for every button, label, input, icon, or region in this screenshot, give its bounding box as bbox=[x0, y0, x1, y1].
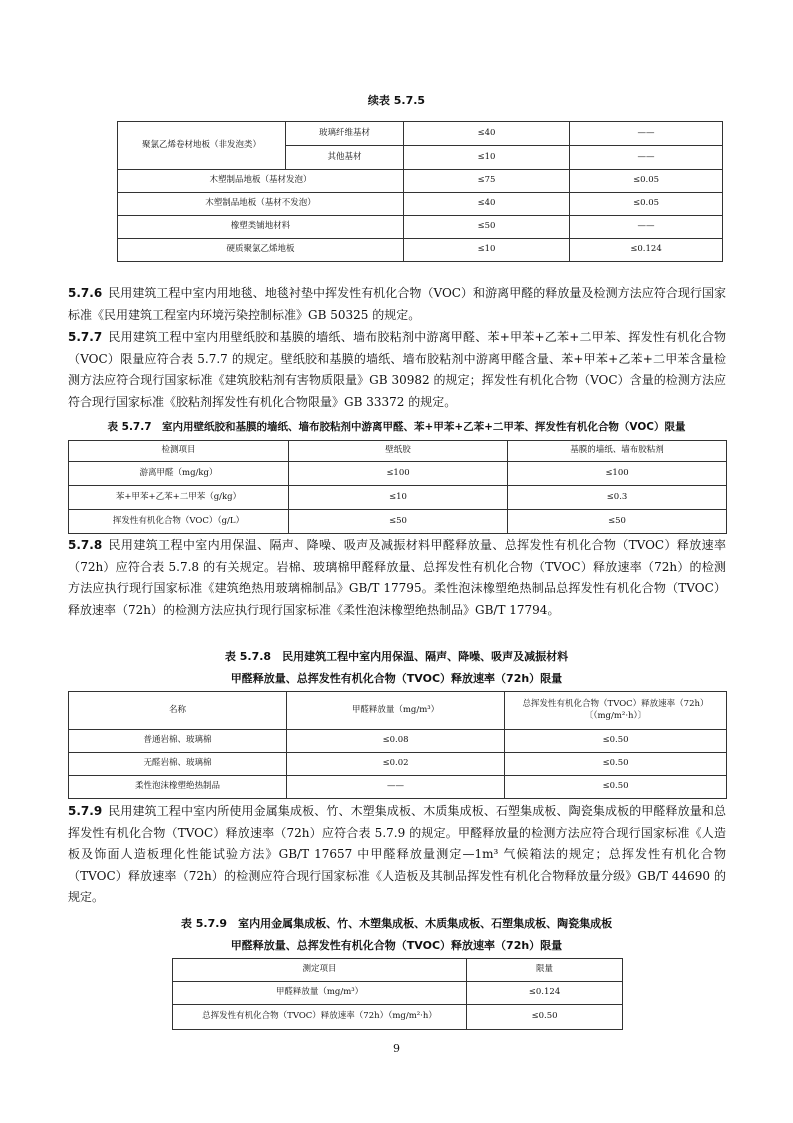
table-cell: 普通岩棉、玻璃棉 bbox=[69, 730, 287, 753]
table-cell: 挥发性有机化合物（VOC）（g/L） bbox=[69, 510, 289, 534]
table-cell: 游离甲醛（mg/kg） bbox=[69, 462, 289, 486]
table-header-cell: 基膜的墙纸、墙布胶粘剂 bbox=[508, 441, 727, 462]
table-cell: 总挥发性有机化合物（TVOC）释放速率（72h）（mg/m²·h） bbox=[173, 1005, 467, 1030]
table-row bbox=[118, 170, 723, 193]
clause-text: 民用建筑工程中室内用壁纸胶和基膜的墙纸、墙布胶粘剂中游离甲醛、苯+甲苯+乙苯+二甲苯、挥发性有机化合物（VOC）限量应符合表 5.7.7 的规定。壁纸胶和基膜的墙纸、墙布胶粘剂中游离甲醛含量、苯+甲苯+乙苯+二甲苯含量检测方法应符合现行国家标准《建筑胶粘剂有害物质限量》GB 30982 的规定；挥发性有机化合物（VOC）含量的检测方法应符合现行国家标准《胶粘剂挥发性有机化合物限量》GB 33372 的规定。 bbox=[68, 330, 726, 409]
clause-number: 5.7.8 bbox=[68, 538, 103, 552]
table-cell: ≤0.08 bbox=[287, 730, 505, 753]
clause-text: 民用建筑工程中室内用地毯、地毯衬垫中挥发性有机化合物（VOC）和游离甲醛的释放量及检测方法应符合现行国家标准《民用建筑工程室内环境污染控制标准》GB 50325 的规定。 bbox=[68, 286, 726, 322]
table-cell: ≤0.05 bbox=[570, 193, 723, 216]
table-header-row bbox=[69, 692, 727, 730]
table-cell: ≤0.50 bbox=[505, 776, 727, 799]
table-5-7-9-caption-line1: 表 5.7.9 室内用金属集成板、竹、木塑集成板、木质集成板、石塑集成板、陶瓷集成板 bbox=[180, 917, 613, 930]
table-header-cell: 甲醛释放量（mg/m³） bbox=[287, 692, 505, 730]
table-header-cell: 总挥发性有机化合物（TVOC）释放速率（72h）〔（mg/m²·h）〕 bbox=[505, 692, 727, 730]
table-cell: ≤0.124 bbox=[467, 982, 623, 1005]
table-row bbox=[118, 239, 723, 262]
table-cell: ≤0.50 bbox=[505, 753, 727, 776]
page-number: 9 bbox=[393, 1042, 400, 1055]
table-cell: 木塑制品地板（基材发泡） bbox=[118, 170, 404, 193]
table-cell: 硬质聚氯乙烯地板 bbox=[118, 239, 404, 262]
table-cell: ≤100 bbox=[289, 462, 508, 486]
table-cell: —— bbox=[570, 216, 723, 239]
clause-5-7-7 bbox=[68, 327, 726, 413]
clause-number: 5.7.6 bbox=[68, 286, 103, 300]
table-5-7-9 bbox=[172, 958, 623, 1030]
table-5-7-8 bbox=[68, 691, 727, 799]
table-cell: 玻璃纤维基材 bbox=[286, 122, 404, 146]
clause-5-7-6 bbox=[68, 283, 726, 326]
table-cell: 聚氯乙烯卷材地板（非发泡类） bbox=[118, 122, 286, 170]
table-cell: 苯+甲苯+乙苯+二甲苯（g/kg） bbox=[69, 486, 289, 510]
table-cell: ≤0.3 bbox=[508, 486, 727, 510]
table-header-cell: 测定项目 bbox=[173, 959, 467, 982]
table-cell: —— bbox=[570, 122, 723, 146]
table-header-cell: 壁纸胶 bbox=[289, 441, 508, 462]
table-cell: ≤40 bbox=[404, 122, 570, 146]
table-cell: 木塑制品地板（基材不发泡） bbox=[118, 193, 404, 216]
table-cell: 橡塑类铺地材料 bbox=[118, 216, 404, 239]
clause-number: 5.7.7 bbox=[68, 330, 103, 344]
table-header-cell: 名称 bbox=[69, 692, 287, 730]
table-5-7-5 bbox=[117, 121, 723, 262]
table-cell: 其他基材 bbox=[286, 146, 404, 170]
clause-number: 5.7.9 bbox=[68, 804, 103, 818]
table-cell: 柔性泡沫橡塑绝热制品 bbox=[69, 776, 287, 799]
table-cell: 无醛岩棉、玻璃棉 bbox=[69, 753, 287, 776]
table-row bbox=[69, 462, 727, 486]
clause-5-7-8 bbox=[68, 535, 726, 621]
table-5-7-5-caption: 续表 5.7.5 bbox=[367, 94, 426, 107]
table-5-7-7 bbox=[68, 440, 727, 534]
table-header-row bbox=[173, 959, 623, 982]
table-cell: ≤50 bbox=[508, 510, 727, 534]
table-5-7-9-caption-line2: 甲醛释放量、总挥发性有机化合物（TVOC）释放速率（72h）限量 bbox=[230, 939, 563, 952]
table-cell: ≤0.50 bbox=[467, 1005, 623, 1030]
table-cell: ≤100 bbox=[508, 462, 727, 486]
clause-text: 民用建筑工程中室内用保温、隔声、降噪、吸声及减振材料甲醛释放量、总挥发性有机化合物（TVOC）释放速率（72h）应符合表 5.7.8 的有关规定。岩棉、玻璃棉甲醛释放量、总挥发性有机化合物（TVOC）释放速率（72h）的检测方法应执行现行国家标准《建筑绝热用玻璃棉制品》GB/T 17795。柔性泡沫橡塑绝热制品总挥发性有机化合物（TVOC）释放速率（72h）的检测方法应执行现行国家标准《柔性泡沫橡塑绝热制品》GB/T 17794。 bbox=[68, 538, 726, 617]
table-row bbox=[69, 486, 727, 510]
table-row bbox=[69, 510, 727, 534]
table-row bbox=[173, 982, 623, 1005]
table-row bbox=[69, 730, 727, 753]
table-5-7-8-caption-line1: 表 5.7.8 民用建筑工程中室内用保温、隔声、降噪、吸声及减振材料 bbox=[224, 650, 569, 663]
table-cell: ≤50 bbox=[289, 510, 508, 534]
clause-5-7-9 bbox=[68, 801, 726, 909]
table-row bbox=[118, 122, 723, 146]
table-cell: ≤50 bbox=[404, 216, 570, 239]
table-cell: ≤10 bbox=[404, 239, 570, 262]
table-cell: 甲醛释放量（mg/m³） bbox=[173, 982, 467, 1005]
table-header-row bbox=[69, 441, 727, 462]
table-header-cell: 检测项目 bbox=[69, 441, 289, 462]
table-header-cell: 限量 bbox=[467, 959, 623, 982]
table-cell: ≤10 bbox=[404, 146, 570, 170]
table-5-7-8-caption-line2: 甲醛释放量、总挥发性有机化合物（TVOC）释放速率（72h）限量 bbox=[230, 672, 563, 685]
clause-text: 民用建筑工程中室内所使用金属集成板、竹、木塑集成板、木质集成板、石塑集成板、陶瓷集成板的甲醛释放量和总挥发性有机化合物（TVOC）释放速率（72h）应符合表 5.7.9 的规定。甲醛释放量的检测方法应符合现行国家标准《人造板及饰面人造板理化性能试验方法》GB/T 17657 中甲醛释放量测定—1m³ 气候箱法的规定；总挥发性有机化合物（TVOC）释放速率（72h）的检测应符合现行国家标准《人造板及其制品挥发性有机化合物释放量分级》GB/T 44690 的规定。 bbox=[68, 804, 726, 904]
table-cell: ≤0.05 bbox=[570, 170, 723, 193]
table-cell: ≤0.50 bbox=[505, 730, 727, 753]
table-row bbox=[69, 753, 727, 776]
table-cell: —— bbox=[287, 776, 505, 799]
table-cell: ≤40 bbox=[404, 193, 570, 216]
table-cell: ≤0.124 bbox=[570, 239, 723, 262]
table-row bbox=[118, 216, 723, 239]
table-5-7-7-caption: 表 5.7.7 室内用壁纸胶和基膜的墙纸、墙布胶粘剂中游离甲醛、苯+甲苯+乙苯+二甲苯、挥发性有机化合物（VOC）限量 bbox=[107, 421, 686, 433]
table-row bbox=[173, 1005, 623, 1030]
table-row bbox=[69, 776, 727, 799]
table-row bbox=[118, 193, 723, 216]
table-cell: ≤75 bbox=[404, 170, 570, 193]
table-cell: ≤10 bbox=[289, 486, 508, 510]
table-cell: ≤0.02 bbox=[287, 753, 505, 776]
table-cell: —— bbox=[570, 146, 723, 170]
